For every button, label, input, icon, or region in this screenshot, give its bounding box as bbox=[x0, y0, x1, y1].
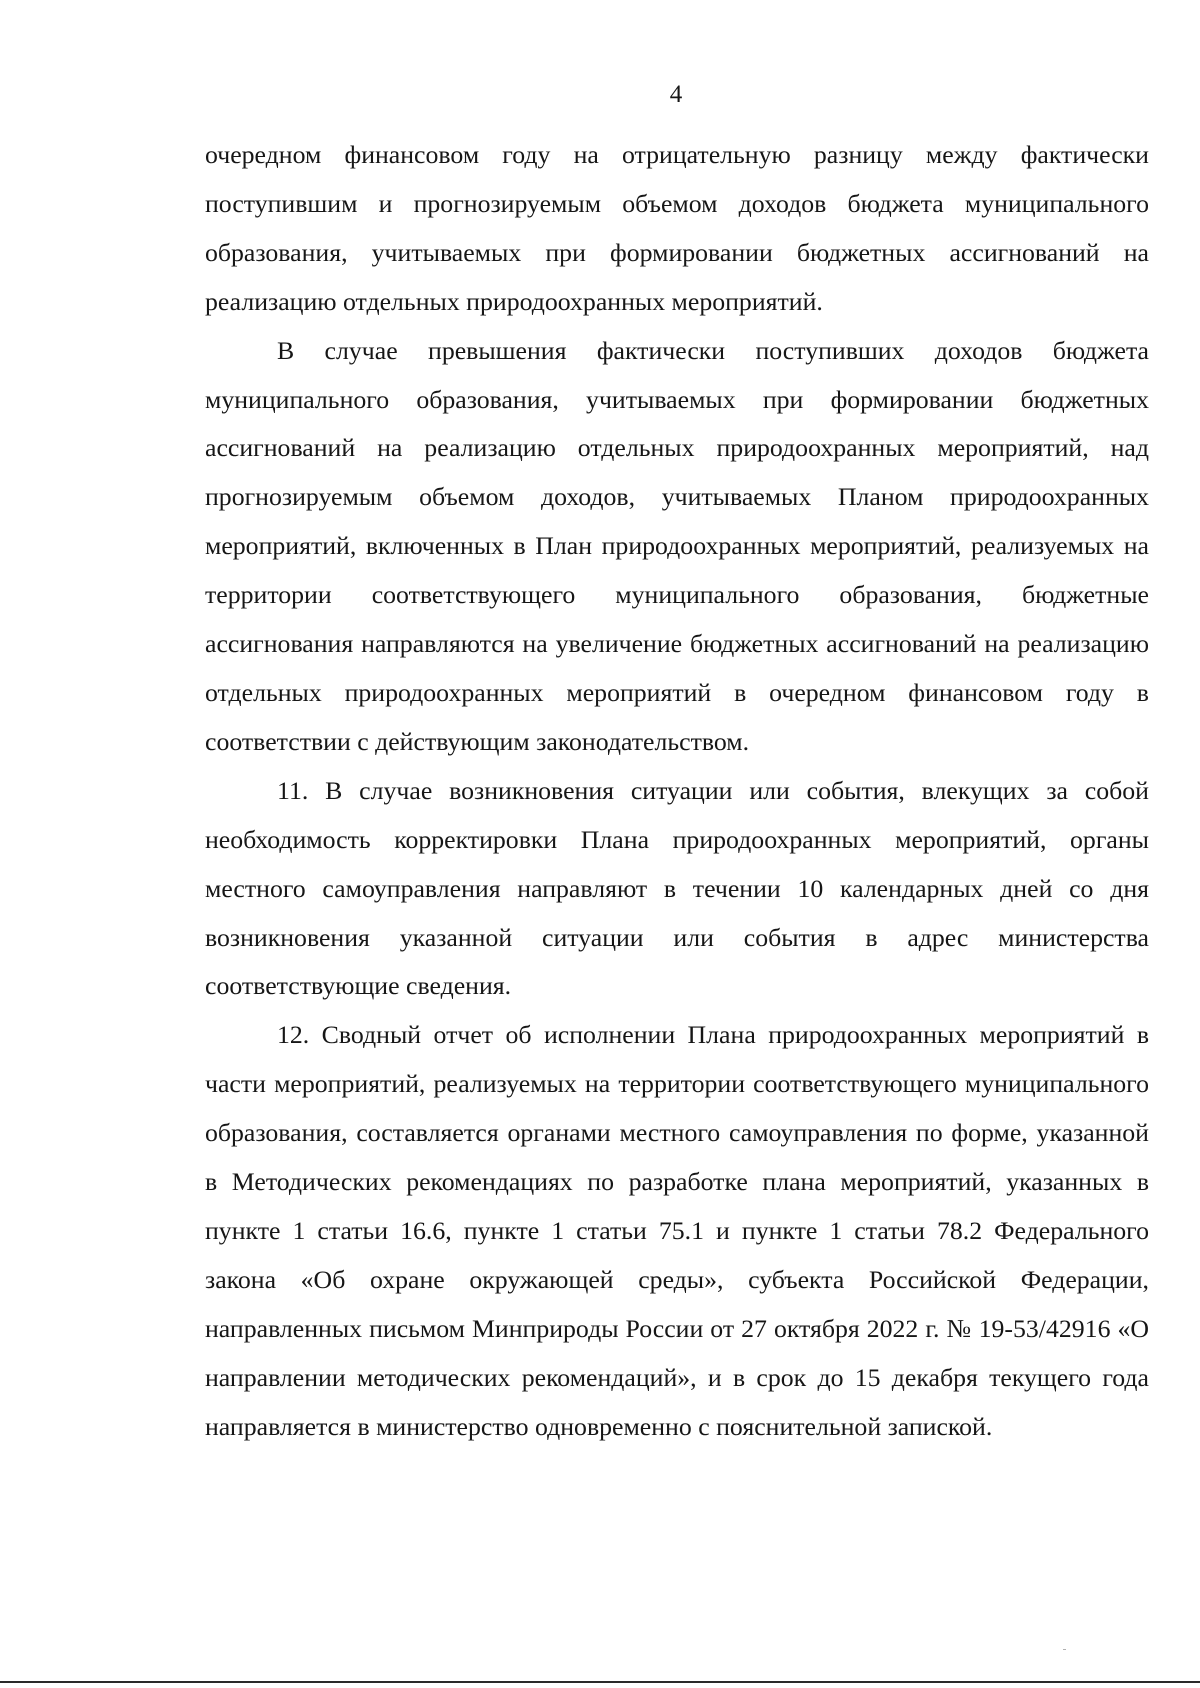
scan-speck bbox=[1063, 1649, 1066, 1650]
page-number: 4 bbox=[669, 81, 683, 108]
paragraph-excess-income: В случае превышения фактически поступивших доходов бюджета муниципального образования, учитываемых при формировании бюджетных ассигнований на реализацию отдельных природоохранных мероприятий, над прогнозируемым объемом доходов, учитываемых Планом природоохранных мероприятий, включенных в План природоохранных мероприятий, реализуемых на территории соответствующего муниципального образования, бюджетные ассигнования направляются на увеличение бюджетных ассигнований на реализацию отдельных природоохранных мероприятий в очередном финансовом году в соответствии с действующим законодательством. bbox=[205, 335, 1149, 756]
document-body bbox=[205, 131, 1149, 1451]
paragraph-item-11: 11. В случае возникновения ситуации или события, влекущих за собой необходимость корректировки Плана природоохранных мероприятий, органы местного самоуправления направляют в течении 10 календарных дней со дня возникновения указанной ситуации или события в адрес министерства соответствующие сведения. bbox=[205, 775, 1149, 1001]
bottom-rule bbox=[0, 1681, 1200, 1683]
paragraph-item-12: 12. Сводный отчет об исполнении Плана природоохранных мероприятий в части мероприятий, реализуемых на территории соответствующего муниципального образования, составляется органами местного самоуправления по форме, указанной в Методических рекомендациях по разработке плана мероприятий, указанных в пункте 1 статьи 16.6, пункте 1 статьи 75.1 и пункте 1 статьи 78.2 Федерального закона «Об охране окружающей среды», субъекта Российской Федерации, направленных письмом Минприроды России от 27 октября 2022 г. № 19-53/42916 «О направлении методических рекомендаций», и в срок до 15 декабря текущего года направляется в министерство одновременно с пояснительной запиской. bbox=[205, 1020, 1149, 1441]
paragraph-continuation: очередном финансовом году на отрицательную разницу между фактически поступившим и прогнозируемым объемом доходов бюджета муниципального образования, учитываемых при формировании бюджетных ассигнований на реализацию отдельных природоохранных мероприятий. bbox=[205, 140, 1149, 316]
